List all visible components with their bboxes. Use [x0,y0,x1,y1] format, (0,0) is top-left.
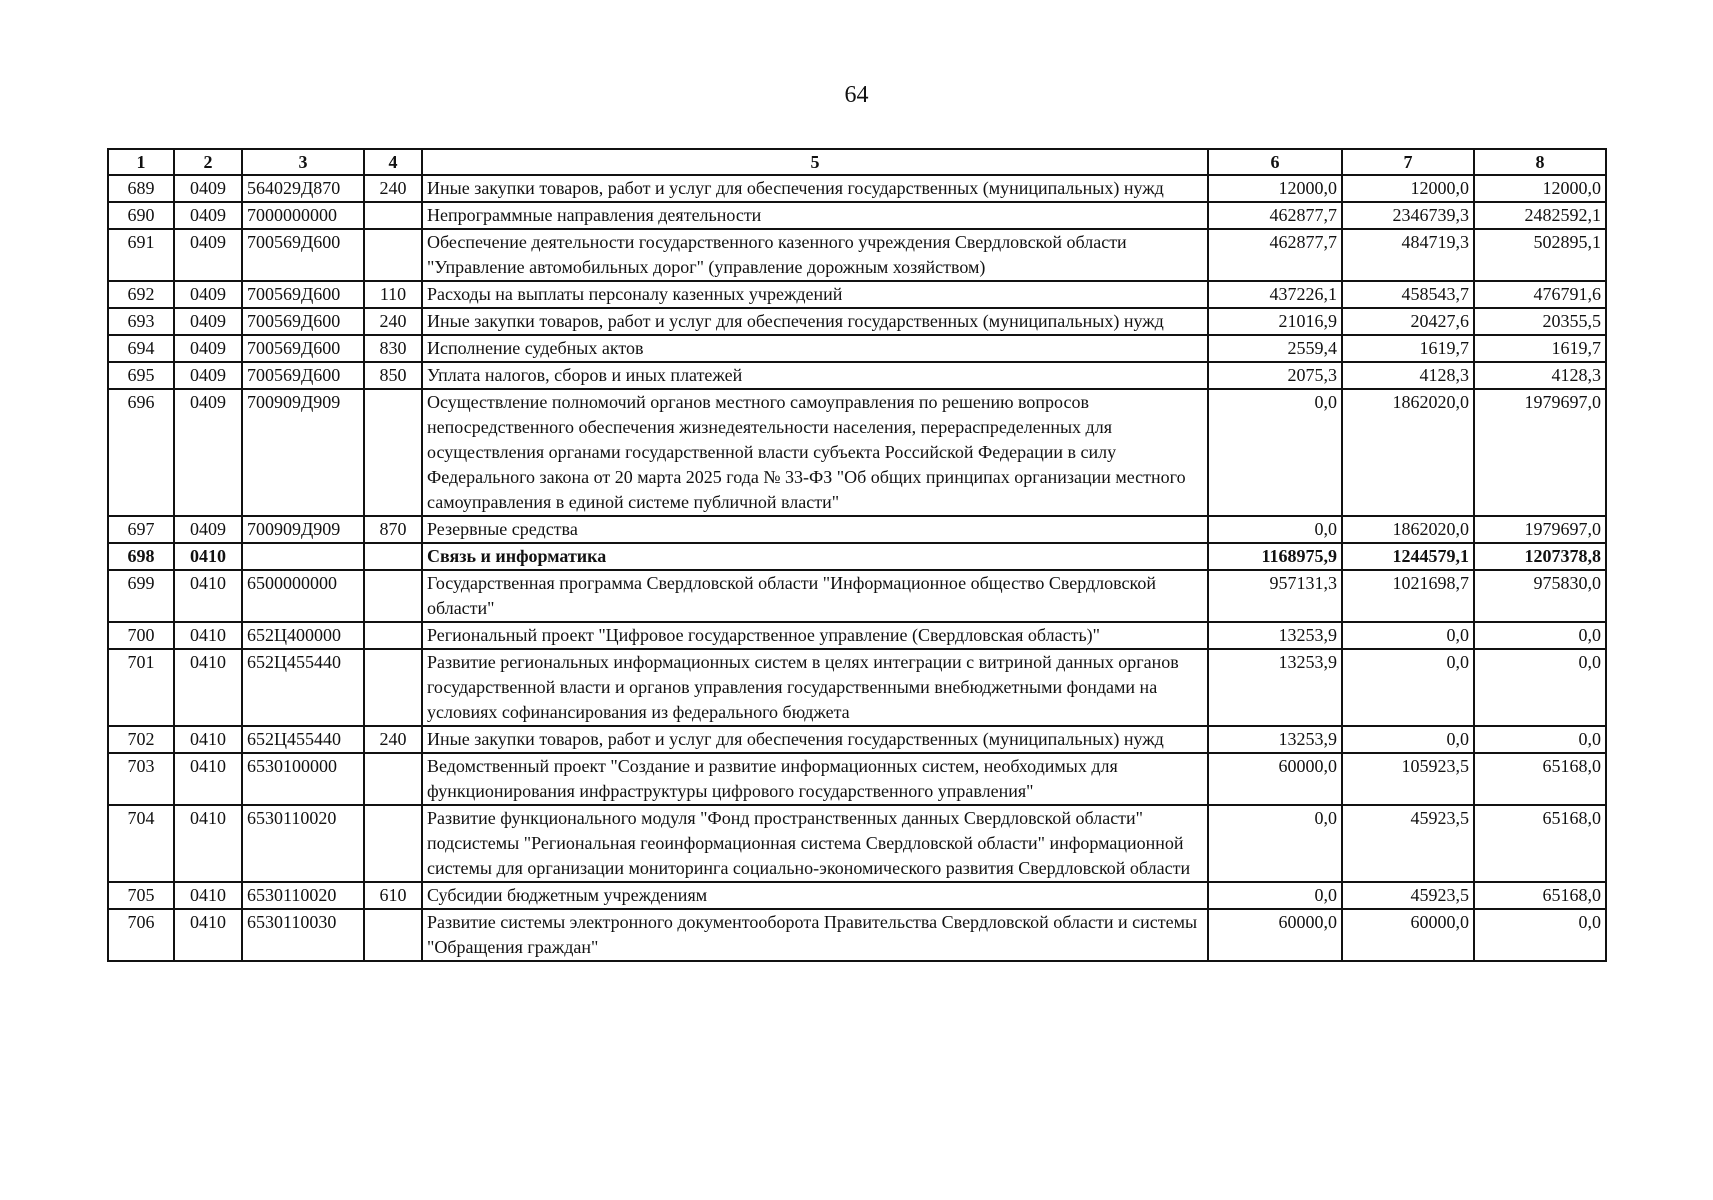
item-name-cell: Ведомственный проект "Создание и развитие информационных систем, необходимых для функционирования инфраструктуры цифрового государственного управления" [422,753,1208,805]
column-header: 3 [242,149,364,175]
table-row [108,753,1606,805]
section-code-cell: 0410 [174,726,242,753]
item-name-cell: Осуществление полномочий органов местного самоуправления по решению вопросов непосредственного обеспечения жизнедеятельности населения, перераспределенных для осуществления органами государственной власти субъекта Российской Федерации в силу Федерального закона от 20 марта 2025 года № 33-ФЗ "Об общих принципах организации местного самоуправления в единой системе публичной власти" [422,389,1208,516]
item-name-cell: Иные закупки товаров, работ и услуг для обеспечения государственных (муниципальных) нужд [422,726,1208,753]
row-number-cell: 695 [108,362,174,389]
amount-col8-cell: 65168,0 [1474,753,1606,805]
item-name-cell: Связь и информатика [422,543,1208,570]
expense-type-cell [364,389,422,516]
expense-type-cell [364,805,422,882]
amount-col7-cell: 1619,7 [1342,335,1474,362]
amount-col8-cell: 0,0 [1474,726,1606,753]
item-name-cell: Субсидии бюджетным учреждениям [422,882,1208,909]
target-article-cell: 700569Д600 [242,335,364,362]
amount-col8-cell: 1979697,0 [1474,389,1606,516]
column-header: 7 [1342,149,1474,175]
target-article-cell: 652Ц455440 [242,726,364,753]
expense-type-cell [364,909,422,961]
amount-col7-cell: 458543,7 [1342,281,1474,308]
section-code-cell: 0409 [174,229,242,281]
amount-col8-cell: 1207378,8 [1474,543,1606,570]
amount-col6-cell: 0,0 [1208,882,1342,909]
amount-col8-cell: 4128,3 [1474,362,1606,389]
item-name-cell: Региональный проект "Цифровое государственное управление (Свердловская область)" [422,622,1208,649]
target-article-cell: 700569Д600 [242,308,364,335]
section-code-cell: 0409 [174,175,242,202]
table-row [108,622,1606,649]
target-article-cell: 652Ц400000 [242,622,364,649]
amount-col7-cell: 0,0 [1342,726,1474,753]
column-header: 2 [174,149,242,175]
amount-col7-cell: 20427,6 [1342,308,1474,335]
column-header: 5 [422,149,1208,175]
amount-col6-cell: 1168975,9 [1208,543,1342,570]
amount-col6-cell: 13253,9 [1208,622,1342,649]
section-code-cell: 0409 [174,516,242,543]
target-article-cell: 652Ц455440 [242,649,364,726]
expense-type-cell: 870 [364,516,422,543]
table-row [108,362,1606,389]
section-code-cell: 0409 [174,281,242,308]
expense-type-cell: 240 [364,726,422,753]
amount-col6-cell: 0,0 [1208,516,1342,543]
amount-col7-cell: 105923,5 [1342,753,1474,805]
item-name-cell: Расходы на выплаты персоналу казенных учреждений [422,281,1208,308]
table-row [108,649,1606,726]
expense-type-cell [364,570,422,622]
section-code-cell: 0410 [174,753,242,805]
target-article-cell: 564029Д870 [242,175,364,202]
amount-col7-cell: 484719,3 [1342,229,1474,281]
target-article-cell: 700569Д600 [242,229,364,281]
amount-col7-cell: 12000,0 [1342,175,1474,202]
amount-col7-cell: 45923,5 [1342,882,1474,909]
amount-col6-cell: 21016,9 [1208,308,1342,335]
row-number-cell: 704 [108,805,174,882]
target-article-cell: 6530110020 [242,805,364,882]
table-row [108,726,1606,753]
table-row [108,570,1606,622]
page-number: 64 [844,82,869,108]
table-row [108,229,1606,281]
table-row [108,335,1606,362]
row-number-cell: 692 [108,281,174,308]
amount-col8-cell: 0,0 [1474,622,1606,649]
amount-col8-cell: 12000,0 [1474,175,1606,202]
item-name-cell: Непрограммные направления деятельности [422,202,1208,229]
table-row [108,516,1606,543]
row-number-cell: 700 [108,622,174,649]
target-article-cell: 6530110030 [242,909,364,961]
amount-col6-cell: 0,0 [1208,389,1342,516]
section-code-cell: 0409 [174,308,242,335]
expense-type-cell [364,649,422,726]
table-row [108,202,1606,229]
section-code-cell: 0410 [174,622,242,649]
row-number-cell: 693 [108,308,174,335]
table-row [108,882,1606,909]
item-name-cell: Уплата налогов, сборов и иных платежей [422,362,1208,389]
row-number-cell: 691 [108,229,174,281]
expense-type-cell: 110 [364,281,422,308]
amount-col6-cell: 2075,3 [1208,362,1342,389]
item-name-cell: Развитие региональных информационных систем в целях интеграции с витриной данных органов государственной власти и органов управления государственными внебюджетными фондами на условиях софинансирования из федерального бюджета [422,649,1208,726]
amount-col8-cell: 65168,0 [1474,805,1606,882]
amount-col8-cell: 0,0 [1474,649,1606,726]
section-code-cell: 0410 [174,543,242,570]
section-code-cell: 0410 [174,570,242,622]
section-code-cell: 0410 [174,649,242,726]
target-article-cell: 700909Д909 [242,389,364,516]
target-article-cell: 700569Д600 [242,281,364,308]
amount-col8-cell: 2482592,1 [1474,202,1606,229]
amount-col7-cell: 1862020,0 [1342,516,1474,543]
target-article-cell: 6500000000 [242,570,364,622]
amount-col7-cell: 1244579,1 [1342,543,1474,570]
expense-type-cell [364,753,422,805]
table-row [108,805,1606,882]
expense-type-cell [364,622,422,649]
expense-type-cell [364,202,422,229]
row-number-cell: 701 [108,649,174,726]
section-code-cell: 0410 [174,909,242,961]
amount-col6-cell: 12000,0 [1208,175,1342,202]
amount-col6-cell: 60000,0 [1208,753,1342,805]
item-name-cell: Обеспечение деятельности государственного казенного учреждения Свердловской области "Управление автомобильных дорог" (управление дорожным хозяйством) [422,229,1208,281]
expense-type-cell: 830 [364,335,422,362]
row-number-cell: 689 [108,175,174,202]
expense-type-cell: 240 [364,308,422,335]
amount-col8-cell: 65168,0 [1474,882,1606,909]
target-article-cell: 700569Д600 [242,362,364,389]
target-article-cell: 6530100000 [242,753,364,805]
table-row [108,909,1606,961]
row-number-cell: 690 [108,202,174,229]
amount-col6-cell: 462877,7 [1208,229,1342,281]
expense-type-cell: 240 [364,175,422,202]
table-body [108,175,1606,961]
amount-col8-cell: 1979697,0 [1474,516,1606,543]
amount-col8-cell: 1619,7 [1474,335,1606,362]
target-article-cell: 6530110020 [242,882,364,909]
section-code-cell: 0409 [174,362,242,389]
item-name-cell: Государственная программа Свердловской области "Информационное общество Свердловской области" [422,570,1208,622]
item-name-cell: Развитие системы электронного документооборота Правительства Свердловской области и системы "Обращения граждан" [422,909,1208,961]
budget-table [107,148,1607,962]
row-number-cell: 696 [108,389,174,516]
item-name-cell: Исполнение судебных актов [422,335,1208,362]
amount-col7-cell: 4128,3 [1342,362,1474,389]
amount-col6-cell: 437226,1 [1208,281,1342,308]
row-number-cell: 694 [108,335,174,362]
amount-col8-cell: 0,0 [1474,909,1606,961]
amount-col7-cell: 45923,5 [1342,805,1474,882]
amount-col7-cell: 1862020,0 [1342,389,1474,516]
section-code-cell: 0409 [174,389,242,516]
amount-col7-cell: 2346739,3 [1342,202,1474,229]
amount-col6-cell: 2559,4 [1208,335,1342,362]
column-header: 8 [1474,149,1606,175]
row-number-cell: 703 [108,753,174,805]
target-article-cell: 700909Д909 [242,516,364,543]
amount-col6-cell: 13253,9 [1208,649,1342,726]
expense-type-cell [364,229,422,281]
amount-col6-cell: 462877,7 [1208,202,1342,229]
row-number-cell: 706 [108,909,174,961]
item-name-cell: Иные закупки товаров, работ и услуг для обеспечения государственных (муниципальных) нужд [422,175,1208,202]
section-code-cell: 0410 [174,882,242,909]
amount-col8-cell: 20355,5 [1474,308,1606,335]
expense-type-cell [364,543,422,570]
column-header: 6 [1208,149,1342,175]
item-name-cell: Иные закупки товаров, работ и услуг для обеспечения государственных (муниципальных) нужд [422,308,1208,335]
table-row [108,281,1606,308]
section-code-cell: 0409 [174,335,242,362]
amount-col6-cell: 957131,3 [1208,570,1342,622]
row-number-cell: 697 [108,516,174,543]
column-header: 4 [364,149,422,175]
amount-col6-cell: 60000,0 [1208,909,1342,961]
table-row [108,308,1606,335]
target-article-cell [242,543,364,570]
row-number-cell: 702 [108,726,174,753]
expense-type-cell: 850 [364,362,422,389]
table-header-row [108,149,1606,175]
table-row [108,175,1606,202]
amount-col8-cell: 975830,0 [1474,570,1606,622]
amount-col6-cell: 13253,9 [1208,726,1342,753]
amount-col7-cell: 0,0 [1342,622,1474,649]
section-code-cell: 0410 [174,805,242,882]
amount-col7-cell: 60000,0 [1342,909,1474,961]
row-number-cell: 705 [108,882,174,909]
table-row [108,389,1606,516]
amount-col8-cell: 502895,1 [1474,229,1606,281]
section-code-cell: 0409 [174,202,242,229]
expense-type-cell: 610 [364,882,422,909]
amount-col8-cell: 476791,6 [1474,281,1606,308]
amount-col7-cell: 0,0 [1342,649,1474,726]
item-name-cell: Резервные средства [422,516,1208,543]
column-header: 1 [108,149,174,175]
table-row [108,543,1606,570]
item-name-cell: Развитие функционального модуля "Фонд пространственных данных Свердловской области" подсистемы "Региональная геоинформационная система Свердловской области" информационной системы для организации мониторинга социально-экономического развития Свердловской области [422,805,1208,882]
amount-col6-cell: 0,0 [1208,805,1342,882]
amount-col7-cell: 1021698,7 [1342,570,1474,622]
target-article-cell: 7000000000 [242,202,364,229]
row-number-cell: 699 [108,570,174,622]
row-number-cell: 698 [108,543,174,570]
